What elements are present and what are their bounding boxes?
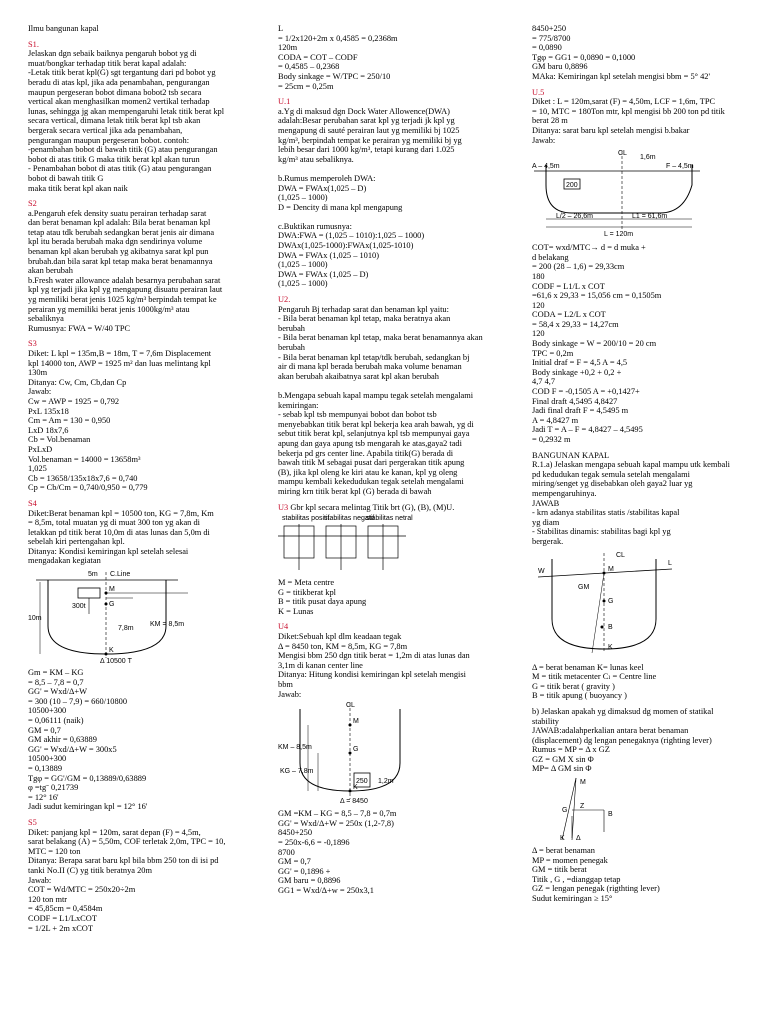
s5-continued-line: = 1/2x120+2m x 0,4585 = 0,2368m: [278, 33, 398, 43]
s3-body-line: 1,025: [28, 464, 47, 474]
u5-calculation-line: 180: [532, 271, 545, 281]
u5-body-line: berat 28 m: [532, 116, 568, 126]
s1-number: S1.: [28, 39, 39, 49]
s5-continued-line: L: [278, 24, 284, 33]
u5-calculation-line: Initial draf = F = 4,5 A = 4,5: [532, 358, 628, 368]
s5-continued-line: Body sinkage = W/TPC = 250/10: [278, 71, 391, 81]
u4-number: U4: [278, 622, 289, 632]
u4-calculation: [278, 809, 498, 895]
s3-body: [28, 349, 253, 493]
s4-body-line: = 8,5m, total muatan yg di muat 300 ton yg akan di: [28, 518, 200, 528]
s3-body-line: LxD 18x7,6: [28, 425, 69, 435]
s1-body-line: bobot di bawah titik G: [28, 173, 104, 183]
s4-calculation-line: 10500+300: [28, 754, 67, 764]
s4-ship-section-diagram: [28, 568, 253, 664]
section-s3: [28, 339, 253, 493]
s4-calculation-line: GG' = Wxd/Δ+W = 300x5: [28, 744, 117, 754]
u2-body-line: bekerja pd grs center line. Apabila titik(G) berada di: [278, 448, 454, 458]
fig4-label-l1: L1 = 61,6m: [632, 213, 668, 221]
u2-body-line: mampu kembali kekedudukan tegak setelah mengalami: [278, 477, 464, 487]
s4-calculation-line: 10500+300: [28, 706, 67, 716]
s4-body-line: Diket:Berat benaman kpl = 10500 ton, KG = 7,8m, Km: [28, 508, 214, 518]
s4-body-line: letakkan pd titik berat 10,0m di atas lunas dan 5,0m di: [28, 527, 210, 537]
bk-body-line: - krn adanya stabilitas statis /stabilitas kapal: [532, 508, 680, 518]
u3-legend-line: G = titikberat kpl: [278, 587, 336, 597]
s1-body-line: bobot di atas titik G maka titik berat kpl akan turun: [28, 154, 200, 164]
section-u2: [278, 295, 498, 496]
s4-number: S4: [28, 498, 37, 508]
u3-number: U3: [278, 502, 289, 512]
u4-body-line: bbm: [278, 680, 293, 690]
fig5-label-k: K: [608, 643, 613, 651]
s1-body: [28, 49, 253, 193]
u2-body-line: - Bila berat benaman kpl tetap, maka beratnya akan: [278, 314, 451, 324]
fig1-label-km: KM = 8,5m: [150, 621, 185, 629]
bk-body-line: mempengaruhinya.: [532, 488, 597, 498]
s4-calculation-line: = 300 (10 – 7,9) = 660/10800: [28, 696, 128, 706]
s5-body-line: = 1/2L + 2m xCOT: [28, 923, 93, 933]
u5-calculation-line: CODA = L2/L x COT: [532, 310, 606, 320]
u2-number: U2.: [278, 295, 291, 305]
u2-body-line: berubah: [278, 323, 305, 333]
s2-body-line: brubah.dan bila sarat kpl tetap maka berat benamannya: [28, 256, 213, 266]
b-legend-line: Sudut kemiringan ≥ 15°: [532, 894, 613, 904]
column-right: [532, 24, 747, 910]
s1-body-line: -Letak titik berat kpl(G) sgt tergantung dari pd bobot yg: [28, 68, 216, 78]
u1-body-line: (1,025 – 1000): [278, 260, 328, 270]
s5-body-line: MTC = 120 ton: [28, 846, 81, 856]
s3-body-line: Jawab:: [28, 387, 52, 397]
s4-body: [28, 509, 253, 567]
s4-calculation-line: Jadi sudut kemiringan kpl = 12° 16': [28, 802, 148, 812]
s3-body-line: PxL 135x18: [28, 406, 69, 416]
s2-body-line: b.Fresh water allowance adalah besarnya perubahan sarat: [28, 275, 221, 285]
fig1-label-300t: 300t: [72, 603, 86, 611]
s4-calculation-line: = 0,13889: [28, 764, 63, 773]
u1-body-line: c.Buktikan rumusnya:: [278, 221, 352, 231]
s4-calculation-line: = 8,5 – 7,8 = 0,7: [28, 677, 84, 687]
s4-calculation-line: Tgφ = GG'/GM = 0,13889/0,63889: [28, 773, 147, 783]
fig5-label-m: M: [608, 565, 614, 573]
u2-body-line: kemiringan:: [278, 400, 319, 410]
u1-body-line: [278, 164, 498, 174]
righting-lever-diagram: [532, 776, 747, 842]
bk-legend-line: Δ = berat benaman K= lunas keel: [532, 662, 644, 672]
section-u3: [278, 503, 498, 617]
section-statical-stability: [532, 707, 747, 904]
bk-body-line: R.1.a) Jelaskan mengapa sebuah kapal mampu utk kembali: [532, 460, 730, 470]
u5-calculation-line: = 58,4 x 29,33 = 14,27cm: [532, 319, 619, 329]
fig3-label-cl: CL: [346, 702, 355, 710]
u1-body-line: DWAx(1,025-1000):FWAx(1,025-1010): [278, 241, 414, 251]
b-legend-line: Δ = berat benaman: [532, 846, 595, 856]
b-body-line: MP= Δ GM sin Φ: [532, 764, 592, 774]
fig6-label-z: Z: [580, 803, 585, 811]
u1-body-line: (1,025 – 1000): [278, 279, 328, 289]
fig1-label-10m: 10m: [28, 615, 42, 623]
u4-body-line: Ditanya: Hitung kondisi kemiringan kpl setelah mengisi: [278, 670, 466, 680]
fig1-label-cline: C.Line: [110, 571, 131, 579]
b-legend-line: GZ = lengan penegak (rigthting lever): [532, 884, 660, 894]
s5-continued: [278, 24, 498, 91]
u1-body-line: kg/m³ atau sebaliknya.: [278, 154, 354, 164]
u5-calculation: [532, 243, 747, 444]
bk-body-line: JAWAB: [532, 498, 560, 508]
u4-body-line: Mengisi bbm 250 dgn titik berat = 1,2m di atas lunas dan: [278, 651, 470, 661]
s2-body-line: sebaliknya: [28, 314, 64, 324]
u2-body-line: (B), jika kpl oleng ke kiri atau ke kanan, kpl yg oleng: [278, 467, 458, 477]
u3-legend: [278, 578, 498, 616]
s5-body: [28, 828, 253, 934]
s3-body-line: kpl 14000 ton, AWP = 1925 m² dan luas melintang kpl: [28, 358, 211, 368]
u1-body-line: mengapung di sauté perairan laut yg memiliki bj 1025: [278, 125, 460, 135]
u4-calculation-line: GM =KM – KG = 8,5 – 7,8 = 0,7m: [278, 809, 397, 819]
stability-types-diagram: [278, 514, 498, 574]
s1-body-line: maka titik berat kpl akan naik: [28, 183, 128, 193]
s5-number: S5: [28, 817, 37, 827]
doc-title: Ilmu bangunan kapal: [28, 24, 99, 33]
s3-body-line: Diket: L kpl = 135m,B = 18m, T = 7,6m Displacement: [28, 349, 212, 358]
u4-calculation-line: GM = 0,7: [278, 857, 311, 867]
b-body-line: (displacement) dg lengan penegaknya (righting lever): [532, 735, 712, 745]
fig5-label-w: W: [538, 567, 545, 575]
u2-body-line: - Bila berat benaman kpl tetap, maka berat benamannya akan: [278, 333, 483, 343]
u4-calculation-line: GG' = Wxd/Δ+W = 250x (1,2-7,8): [278, 818, 394, 828]
u4-body-line: Jawab:: [278, 689, 302, 699]
s1-body-line: bergerak secara vertical jika ada penambahan,: [28, 125, 183, 135]
u5-calculation-line: A = 4,8427 m: [532, 415, 579, 425]
fig2-label-positive: stabilitas positif: [282, 515, 330, 523]
u2-body-line: [278, 381, 498, 391]
bk-legend-line: B = titik apung ( buoyancy ): [532, 691, 627, 701]
s5-body-line: sarat belakang (A) = 5,50m, COF terletak 2,0m, TPC = 10,: [28, 837, 226, 847]
s5-body-line: Jawab:: [28, 875, 52, 885]
fig3-label-km: KM – 8,5m: [278, 744, 312, 752]
fig1-label-disp: Δ 10500 T: [100, 658, 132, 666]
u1-body-line: D = Dencity di mana kpl mengapung: [278, 202, 403, 212]
section-u1: [278, 97, 498, 289]
u5-calculation-line: COD F = -0,1505 A = +0,1427+: [532, 387, 640, 397]
u3-legend-line: M = Meta centre: [278, 578, 335, 588]
u5-calculation-line: d belakang: [532, 252, 569, 262]
fig2-label-neutral: stabilitas netral: [366, 515, 413, 523]
u2-body-line: b.Mengapa sebuah kapal mampu tegak setelah mengalami: [278, 390, 474, 400]
u1-body-line: DWA = FWAx (1,025 – 1010): [278, 250, 380, 260]
u5-calculation-line: Jadi T = A – F = 4,8427 – 4,5495: [532, 425, 643, 435]
u1-body-line: DWA = FWAx(1,025 – D): [278, 183, 367, 193]
section-s5: [28, 818, 253, 933]
u1-number: U.1: [278, 97, 291, 107]
s4-calculation-line: GM akhir = 0,63889: [28, 735, 97, 745]
section-u5: [532, 88, 747, 445]
fig1-label-5m: 5m: [88, 571, 98, 579]
s2-body-line: perairan yg memiliki berat jenis 1000kg/m³ atau: [28, 304, 190, 314]
bk-legend-line: M = titik metacenter Cₗ = Centre line: [532, 672, 657, 682]
s2-body-line: a.Pengaruh efek density suatu perairan terhadap sarat: [28, 208, 207, 218]
u5-calculation-line: TPC = 0,2m: [532, 348, 574, 358]
fig5-label-cl: CL: [616, 551, 625, 559]
u5-body-line: Diket : L = 120m,sarat (F) = 4,50m, LCF = 1,6m, TPC: [532, 97, 716, 107]
section-bangunan-kapal: [532, 451, 747, 701]
fig4-label-l2: L/2 – 26,6m: [556, 213, 593, 221]
u5-calculation-line: Final draft 4,5495 4,8427: [532, 396, 618, 406]
s2-body-line: kpl yg terjadi jika kpl yg mengapung disuatu perairan laut: [28, 285, 223, 295]
u5-calculation-line: = 200 (28 – 1,6) = 29,33cm: [532, 262, 625, 272]
u1-body-line: a.Yg di maksud dgn Dock Water Allowence(DWA): [278, 106, 450, 116]
u4-continued-line: 8450+250: [532, 24, 567, 33]
bk-title: BANGUNAN KAPAL: [532, 450, 610, 460]
u4-continued-line: = 0,0890: [532, 43, 562, 53]
u5-body-line: Ditanya: sarat baru kpl setelah mengisi b.bakar: [532, 125, 690, 135]
s3-body-line: Cw = AWP = 1925 = 0,792: [28, 396, 120, 406]
s2-body-line: tetap atau tdk berubah sedangkan berat jenis air dimana: [28, 227, 215, 237]
u2-body-line: - sebab kpl tsb mempunyai bobot dan bobot tsb: [278, 410, 437, 420]
fig5-label-g: G: [608, 597, 614, 605]
fig4-label-lcf: 1,6m: [640, 154, 656, 162]
s2-body: [28, 209, 253, 334]
u4-continued: [532, 24, 747, 82]
u4-body: [278, 632, 498, 699]
fig4-label-weight: 200: [566, 182, 578, 190]
u5-body-line: Jawab:: [532, 135, 556, 145]
s1-body-line: secara vertical, dimana letak titik berat kpl tsb akan: [28, 116, 201, 126]
bk-body-line: pd kedudukan tegak semula setelah mengalami: [532, 469, 690, 479]
s5-body-line: tanki No.II (C) yg titik beratnya 20m: [28, 865, 152, 875]
u5-calculation-line: = 0,2932 m: [532, 435, 571, 444]
s5-continued-line: = 25cm = 0,25m: [278, 81, 334, 91]
u1-body-line: [278, 212, 498, 222]
fig1-label-7-8m: 7,8m: [118, 625, 134, 633]
s5-body-line: Diket: panjang kpl = 120m, sarat depan (F) = 4,5m,: [28, 827, 201, 837]
b-body-line: JAWAB:adalahperkalian antara berat benaman: [532, 726, 689, 736]
s2-body-line: akan berubah: [28, 266, 73, 276]
u5-calculation-line: =61,6 x 29,33 = 15,056 cm = 0,1505m: [532, 291, 662, 301]
bk-legend: [532, 663, 747, 701]
s3-body-line: Ditanya: Cw, Cm, Cb,dan Cp: [28, 377, 127, 387]
u2-body-line: sebut titik berat kpl, selanjutnya kpl tsb mempunyai gaya: [278, 429, 470, 439]
u4-continued-line: MAka: Kemiringan kpl setelah mengisi bbm = 5° 42': [532, 71, 710, 81]
s1-body-line: -penambahan bobot di bawah titik (G) atau pengurangan: [28, 145, 218, 155]
s5-body-line: 120 ton mtr: [28, 894, 68, 904]
s4-calculation-line: Gm = KM – KG: [28, 668, 84, 678]
fig6-label-g: G: [562, 807, 568, 815]
u1-body: [278, 107, 498, 289]
bk-body: [532, 460, 747, 546]
u2-body-line: akan berubah akaibatnya sarat kpl akan berubah: [278, 371, 439, 381]
u3-title: Gbr kpl secara melintag Titik brt (G), (B), (M)U.: [290, 502, 455, 512]
b-body-line: stability: [532, 716, 559, 726]
column-left: [28, 24, 253, 939]
u5-calculation-line: Body sinkage = W = 200/10 = 20 cm: [532, 339, 657, 349]
fig6-label-m: M: [580, 779, 586, 787]
s1-body-line: muat/bongkar terhadap titik berat kapal adalah:: [28, 58, 187, 68]
s5-body-line: COT = Wd/MTC = 250x20÷2m: [28, 885, 136, 895]
s5-body-line: Ditanya: Berapa sarat baru kpl bila bbm 250 ton di isi pd: [28, 856, 219, 866]
b-legend-line: Titik , G , =dianggap tetap: [532, 874, 621, 884]
s5-continued-line: 120m: [278, 43, 298, 53]
u5-longitudinal-diagram: [532, 147, 747, 239]
fig4-label-cl: CL: [618, 150, 627, 158]
s5-body-line: = 45,85cm = 0,4584m: [28, 904, 103, 914]
u1-body-line: DWA:FWA = (1,025 – 1010):1,025 – 1000): [278, 231, 425, 241]
u4-calculation-line: GG' = 0,1896 +: [278, 866, 331, 876]
fig3-label-m: M: [353, 718, 359, 726]
fig3-label-g: G: [353, 746, 359, 754]
s3-body-line: Cb = 13658/135x18x7,6 = 0,740: [28, 473, 138, 483]
s2-body-line: benaman kpl akan berubah yg akibatnya sarat kpl pun: [28, 247, 209, 257]
metacentre-diagram: [532, 549, 747, 659]
u2-body-line: Pengaruh Bj terhadap sarat dan benaman kpl yaitu:: [278, 304, 449, 314]
u2-body-line: bawah titik M sebagai pusat dari pergerakan titik apung: [278, 458, 465, 468]
u4-calculation-line: 8450+250: [278, 828, 313, 838]
fig3-label-1-2m: 1,2m: [378, 778, 394, 786]
b-legend: [532, 846, 747, 904]
s4-calculation-line: GM = 0,7: [28, 725, 61, 735]
s1-body-line: pengurangan maupun pergeseran bobot. contoh:: [28, 135, 190, 145]
u2-body-line: - Bila berat benaman kpl tetap/tdk berubah, sedangkan bj: [278, 352, 470, 362]
fig6-label-b: B: [608, 811, 613, 819]
fig2-label-negative: stabilitas negatif: [324, 515, 375, 523]
fig1-label-m: M: [109, 586, 115, 594]
u4-body-line: Δ = 8450 ton, KM = 8,5m, KG = 7,8m: [278, 641, 408, 651]
s3-body-line: Cm = Am = 130 = 0,950: [28, 416, 111, 426]
s4-calculation-line: GG' = Wxd/Δ+W: [28, 687, 87, 697]
fig5-label-l: L: [668, 559, 672, 567]
s1-body-line: Jelaskan dgn sebaik baiknya pengaruh bobot yg di: [28, 49, 197, 59]
u5-calculation-line: 120: [532, 300, 545, 310]
u5-calculation-line: CODF = L1/L x COT: [532, 281, 605, 291]
u2-body-line: miring krn titik berat kpl (G) berada di bawah: [278, 486, 432, 496]
u5-calculation-line: 120: [532, 329, 545, 339]
s2-body-line: dan berat benaman kpl adalah: Bila berat benaman kpl: [28, 218, 211, 228]
s5-body-line: CODF = L1/LxCOT: [28, 913, 97, 923]
bk-body-line: - Stabilitas dinamis: stabilitas bagi kpl yg: [532, 527, 671, 537]
b-body-line: GZ = GM X sin Φ: [532, 754, 594, 764]
s3-body-line: 130m: [28, 368, 48, 378]
u1-body-line: lebih besar dari 1000 kg/m³, tetapi kurang dari 1.025: [278, 145, 455, 155]
fig3-label-kg: KG – 7,8m: [280, 768, 314, 776]
s3-body-line: Vol.benaman = 14000 = 13658m³: [28, 454, 141, 464]
fig3-label-k: K: [353, 784, 358, 792]
fig4-label-length: L = 120m: [604, 231, 634, 239]
u4-continued-line: Tgφ = GG1 = 0,0890 = 0,1000: [532, 52, 636, 62]
fig3-label-250: 250: [356, 778, 368, 786]
u3-legend-line: K = Lunas: [278, 606, 314, 616]
fig4-label-fwd: F – 4,5m: [666, 163, 694, 171]
s4-calculation-line: = 12° 16': [28, 792, 59, 802]
u2-body: [278, 305, 498, 497]
section-s1: [28, 40, 253, 194]
s4-body-line: Ditanya: Kondisi kemiringan kpl setelah selesai: [28, 546, 189, 556]
u5-calculation-line: Body sinkage +0,2 + 0,2 +: [532, 367, 622, 377]
b-body: [532, 707, 747, 774]
u1-body-line: (1,025 – 1000): [278, 193, 328, 203]
u4-continued-line: GM baru 0,8896: [532, 62, 588, 72]
u4-body-line: Diket:Sebuah kpl dlm keadaan tegak: [278, 632, 402, 642]
s1-body-line: lunas, sehingga jg akan mempengaruhi letak titik berat kpl: [28, 106, 225, 116]
u5-body: [532, 97, 747, 145]
s1-body-line: - Penambahan bobot di atas titik (G) atau pengurangan: [28, 164, 212, 174]
s5-continued-line: = 0,4585 – 0,2368: [278, 62, 340, 72]
s4-body-line: mengadakan kegiatan: [28, 556, 101, 566]
fig6-label-k: K: [560, 835, 565, 843]
fig6-label-disp: Δ: [576, 835, 581, 843]
u2-body-line: menyebabkan titik berat kpl bekerja kea arah bawah, yg di: [278, 419, 474, 429]
s4-calculation-line: = 0,06111 (naik): [28, 716, 84, 726]
bk-legend-line: G = titik berat ( gravity ): [532, 681, 615, 691]
u2-body-line: berubah: [278, 343, 305, 352]
u1-body-line: adalah:Besar perubahan sarat kpl yg terjadi jk kpl yg: [278, 116, 455, 126]
u1-body-line: kg/m³, berpindah tempat ke perairan yg memiliki bj yg: [278, 135, 462, 145]
s1-body-line: maupun pergeseran bobot dimana bobot2 tsb secara: [28, 87, 202, 97]
fig5-label-gm: GM: [578, 583, 590, 591]
b-legend-line: MP = momen penegak: [532, 855, 608, 865]
bk-body-line: bergerak.: [532, 536, 564, 546]
s2-body-line: kpl itu berada berubah maka dgn sendirinya volume: [28, 237, 203, 247]
u4-calculation-line: 8700: [278, 847, 295, 857]
s5-continued-line: CODA = COT – CODF: [278, 52, 358, 62]
u5-body-line: = 10, MTC = 180Ton mtr, kpl mengisi bb 200 ton pd titik: [532, 106, 725, 116]
u4-continued-line: = 775/8700: [532, 33, 571, 43]
u4-ship-section-diagram: [278, 701, 498, 805]
s1-body-line: beradu di atas kpl, jika ada penambahan, pengurangan: [28, 77, 210, 87]
section-s4: [28, 499, 253, 812]
s2-body-line: yg memiliki berat jenis 1025 kg/m³ berpindah tempat ke: [28, 295, 217, 305]
fig5-label-b: B: [608, 623, 613, 631]
section-u4: [278, 622, 498, 895]
b-legend-line: GM = titik berat: [532, 865, 587, 875]
u1-body-line: DWA = FWAx (1,025 – D): [278, 269, 369, 279]
u5-number: U.5: [532, 87, 545, 97]
fig4-label-aft: A – 4,5m: [532, 163, 560, 171]
u4-calculation-line: = 250x-6,6 = -0,1896: [278, 838, 350, 847]
s4-body-line: sebelah kiri pertengahan kpl.: [28, 537, 125, 547]
fig1-label-k: K: [109, 647, 114, 655]
fig1-label-g: G: [109, 601, 115, 609]
u2-body-line: apung dan gaya apung tsb mengarah ke atas,gaya2 tadi: [278, 438, 462, 448]
section-s2: [28, 199, 253, 333]
u4-calculation-line: GG1 = Wxd/Δ+w = 250x3,1: [278, 885, 374, 895]
b-body-line: b) Jelaskan apakah yg dimaksud dg momen of statikal: [532, 706, 714, 716]
s2-body-line: Rumusnya: FWA = W/40 TPC: [28, 323, 131, 333]
s1-body-line: vertical akan menghasilkan momen2 vertikal terhadap: [28, 97, 210, 107]
u4-body-line: 3,1m di kanan center line: [278, 660, 363, 670]
u4-calculation-line: GM baru = 0,8896: [278, 876, 341, 886]
s4-calculation: [28, 668, 253, 812]
s3-number: S3: [28, 339, 37, 349]
s3-body-line: Cp = Cb/Cm = 0,740/0,950 = 0,779: [28, 483, 148, 493]
column-middle: [278, 24, 498, 902]
s4-calculation-line: φ =tgˉ 0,21739: [28, 783, 79, 793]
bk-body-line: miring/senget yg disebabkan oleh gaya2 luar yg: [532, 479, 693, 489]
b-body-line: Rumus = MP = Δ x GZ: [532, 745, 610, 755]
u5-calculation-line: Jadi final draft F = 4,5495 m: [532, 406, 629, 416]
s2-number: S2: [28, 199, 37, 209]
fig3-label-disp: Δ = 8450: [340, 798, 368, 806]
s3-body-line: Cb = Vol.benaman: [28, 435, 91, 445]
bk-body-line: yg diam: [532, 517, 560, 527]
u1-body-line: b.Rumus memperoleh DWA:: [278, 173, 376, 183]
u3-legend-line: B = titik pusat daya apung: [278, 597, 367, 607]
u5-calculation-line: COT= wxd/MTC→ d = d muka +: [532, 243, 646, 253]
u5-calculation-line: 4,7 4,7: [532, 377, 556, 387]
s3-body-line: PxLxD: [28, 444, 53, 454]
u2-body-line: air di mana kpl berada berubah maka volume benaman: [278, 362, 462, 372]
